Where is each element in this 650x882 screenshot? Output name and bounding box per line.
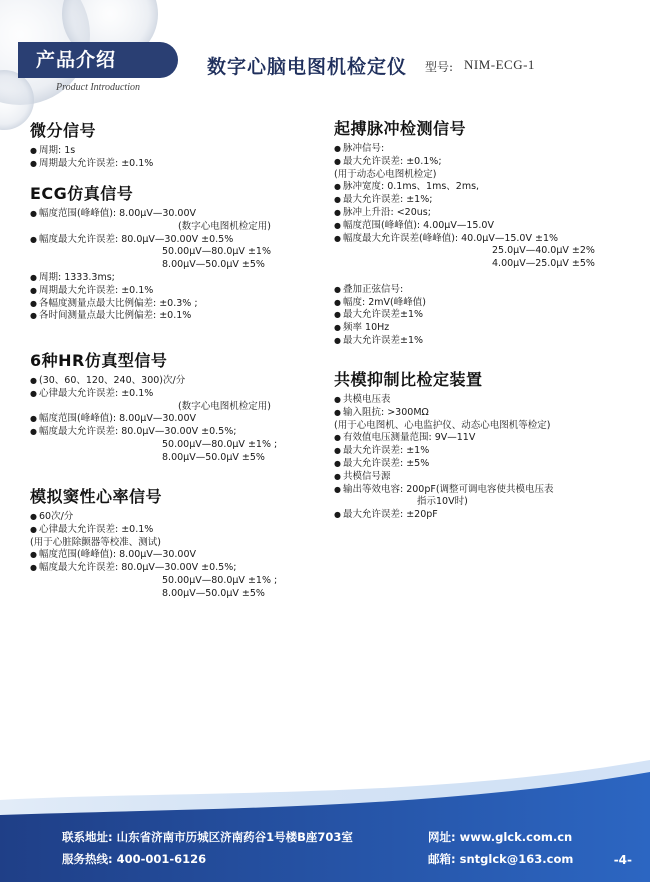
spec-item-continuation: (用于心脏除颤器等校准、测试) — [30, 536, 161, 548]
spec-item-continuation — [334, 271, 595, 284]
spec-item: ● 输出等效电容: 200pF(调整可调电容使共模电压表 — [334, 484, 554, 497]
spec-item-continuation: 4.00μV—25.0μV ±5% — [492, 258, 595, 270]
spec-item: ● 心律最大允许误差: ±0.1% — [30, 524, 277, 537]
spec-item: ● 幅度范围(峰峰值): 4.00μV—15.0V — [334, 220, 595, 233]
spec-item: ● 叠加正弦信号: — [334, 284, 595, 297]
model-value: NIM-ECG-1 — [464, 57, 535, 72]
spec-item: ● 共模信号源 — [334, 471, 554, 484]
spec-list — [334, 394, 554, 522]
spec-list — [30, 145, 153, 171]
address-label: 联系地址: — [62, 830, 113, 844]
spec-item-continuation: 8.00μV—50.0μV ±5% — [162, 587, 265, 599]
spec-item: ● 幅度最大允许误差(峰峰值): 40.0μV—15.0V ±1% — [334, 233, 595, 246]
spec-item: ● (30、60、120、240、300)次/分 — [30, 375, 277, 388]
hotline-label: 服务热线: — [62, 852, 113, 866]
website-label: 网址: — [428, 830, 456, 844]
footer-address — [62, 829, 353, 845]
website-value[interactable]: www.glck.com.cn — [459, 830, 573, 844]
section-ecg-simulation — [30, 181, 271, 323]
section-title: 模拟窦性心率信号 — [30, 487, 163, 506]
spec-item: ● 最大允许误差: ±20pF — [334, 509, 554, 522]
spec-item: ● 输入阻抗: >300MΩ — [334, 407, 554, 420]
page-number: -4- — [613, 853, 632, 867]
page-title: 数字心脑电图机检定仪 — [207, 56, 408, 78]
email-label: 邮箱: — [428, 852, 456, 866]
spec-item: ● 周期: 1s — [30, 145, 153, 158]
section-hr-simulation — [30, 348, 277, 465]
spec-item: ● 有效值电压测量范围: 9V—11V — [334, 432, 554, 445]
hotline-value: 400-001-6126 — [116, 852, 207, 866]
spec-item: ● 幅度最大允许误差: 80.0μV—30.00V ±0.5% — [30, 234, 271, 247]
spec-list — [30, 375, 277, 465]
spec-list — [334, 143, 595, 348]
spec-item-continuation: (数字心电图机检定用) — [178, 400, 271, 412]
model-label: 型号: — [425, 60, 454, 74]
spec-item-continuation: 8.00μV—50.0μV ±5% — [162, 451, 265, 463]
spec-item: ● 脉冲上升沿: <20us; — [334, 207, 595, 220]
spec-item-continuation: 50.00μV—80.0μV ±1% — [162, 246, 271, 258]
spec-item: ● 心律最大允许误差: ±0.1% — [30, 388, 277, 401]
section-tab: 产品介绍 — [18, 42, 178, 78]
spec-item: ● 最大允许误差±1% — [334, 335, 595, 348]
spec-item: ● 幅度范围(峰峰值): 8.00μV—30.00V — [30, 413, 277, 426]
spec-item: ● 共模电压表 — [334, 394, 554, 407]
spec-item: ● 幅度范围(峰峰值): 8.00μV—30.00V — [30, 208, 271, 221]
spec-item: ● 最大允许误差±1% — [334, 309, 595, 322]
spec-item: ● 脉冲宽度: 0.1ms、1ms、2ms, — [334, 181, 595, 194]
spec-item: ● 60次/分 — [30, 511, 277, 524]
spec-list — [30, 208, 271, 323]
section-title: ECG仿真信号 — [30, 184, 134, 203]
spec-item-continuation: (数字心电图机检定用) — [178, 220, 271, 232]
address-value: 山东省济南市历城区济南药谷1号楼B座703室 — [116, 830, 353, 844]
section-title: 共模抑制比检定装置 — [334, 370, 483, 389]
spec-item-continuation: 25.0μV—40.0μV ±2% — [492, 245, 595, 257]
footer-hotline — [62, 851, 206, 867]
spec-item-continuation: (用于心电图机、心电监护仪、动态心电图机等检定) — [334, 419, 551, 431]
spec-item-continuation: (用于动态心电图机检定) — [334, 168, 437, 180]
spec-item: ● 幅度范围(峰峰值): 8.00μV—30.00V — [30, 549, 277, 562]
spec-item: ● 周期最大允许误差: ±0.1% — [30, 285, 271, 298]
spec-item: ● 频率 10Hz — [334, 322, 595, 335]
spec-item: ● 最大允许误差: ±5% — [334, 458, 554, 471]
product-introduction-subtitle: Product Introduction — [56, 82, 140, 93]
spec-item: ● 周期最大允许误差: ±0.1% — [30, 158, 153, 171]
section-title: 起搏脉冲检测信号 — [334, 119, 467, 138]
spec-item: ● 周期: 1333.3ms; — [30, 272, 271, 285]
section-pacing-pulse — [334, 116, 595, 348]
spec-item: ● 幅度: 2mV(峰峰值) — [334, 297, 595, 310]
spec-item: ● 最大允许误差: ±1% — [334, 445, 554, 458]
spec-item: ● 最大允许误差: ±1%; — [334, 194, 595, 207]
spec-item: ● 各时间测量点最大比例偏差: ±0.1% — [30, 310, 271, 323]
footer-website — [428, 829, 572, 845]
spec-item: ● 脉冲信号: — [334, 143, 595, 156]
spec-item-continuation: 8.00μV—50.0μV ±5% — [162, 259, 265, 271]
section-title: 6种HR仿真型信号 — [30, 351, 168, 370]
spec-item: ● 最大允许误差: ±0.1%; — [334, 156, 595, 169]
spec-item-continuation: 指示10V时) — [417, 496, 468, 508]
email-value[interactable]: sntglck@163.com — [459, 852, 574, 866]
spec-item-continuation: 50.00μV—80.0μV ±1% ; — [162, 574, 278, 586]
section-cmrr-device — [334, 367, 554, 522]
spec-item: ● 幅度最大允许误差: 80.0μV—30.00V ±0.5%; — [30, 562, 277, 575]
spec-item: ● 幅度最大允许误差: 80.0μV—30.00V ±0.5%; — [30, 426, 277, 439]
spec-item-continuation: 50.00μV—80.0μV ±1% ; — [162, 438, 278, 450]
section-title: 微分信号 — [30, 121, 97, 140]
section-sinus-rhythm — [30, 484, 277, 601]
section-differential-signal — [30, 118, 153, 171]
footer-email — [428, 851, 573, 867]
spec-list — [30, 511, 277, 601]
spec-item: ● 各幅度测量点最大比例偏差: ±0.3% ; — [30, 298, 271, 311]
